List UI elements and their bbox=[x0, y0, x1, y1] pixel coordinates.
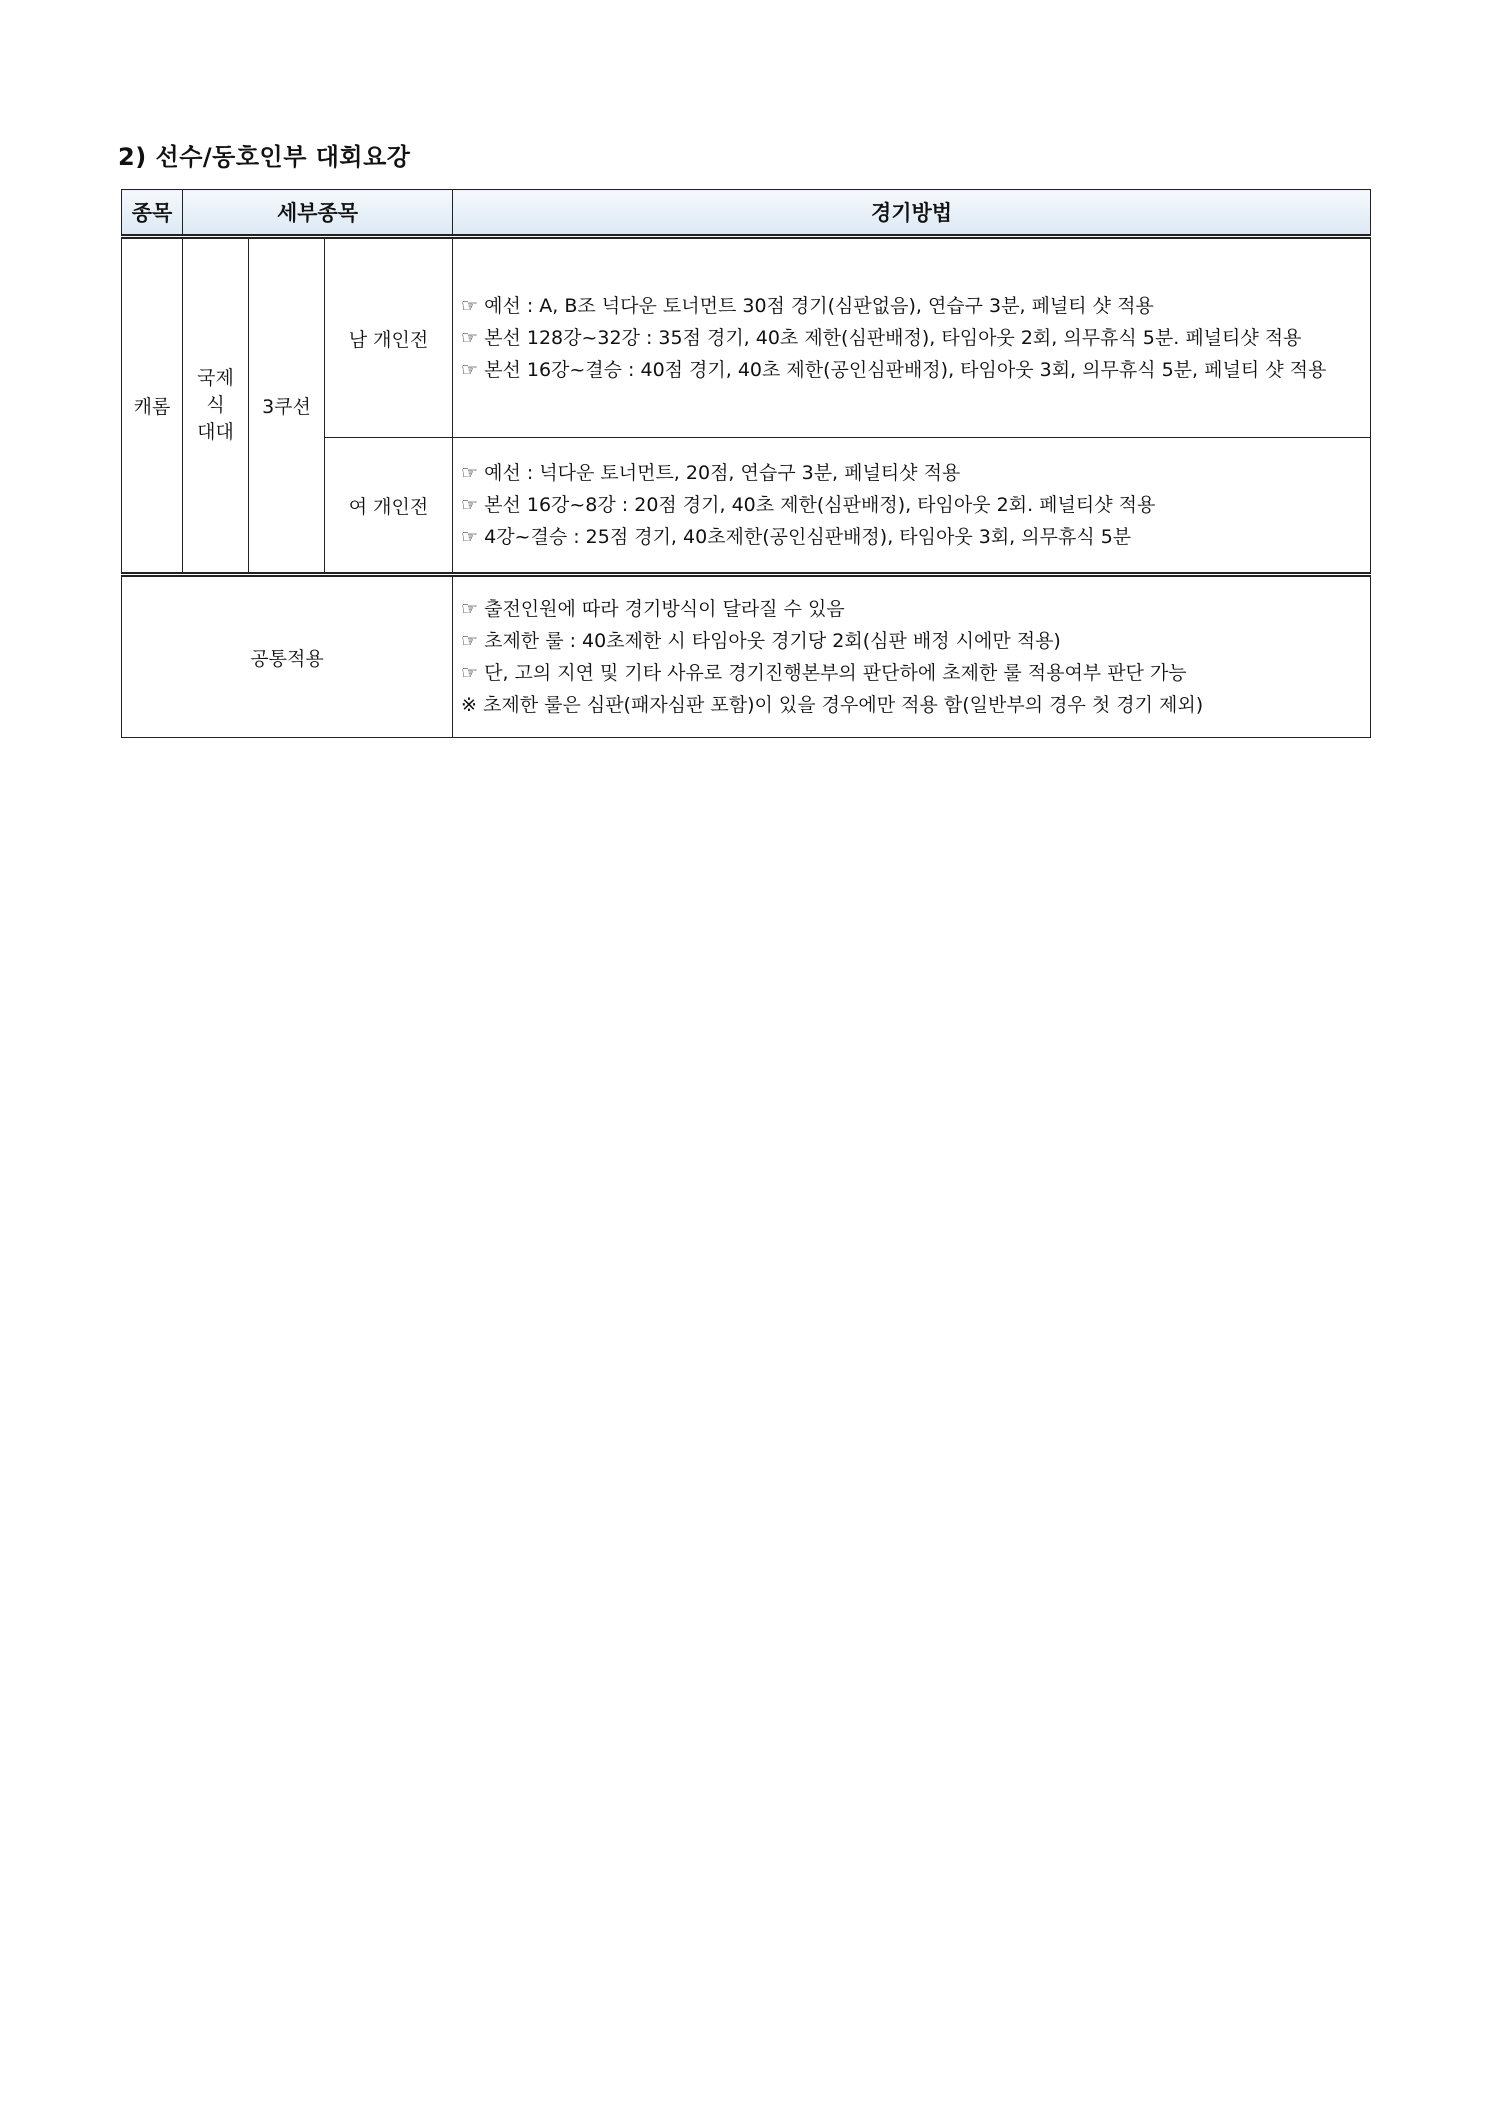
men-method-line: ☞ 본선 128강~32강 : 35점 경기, 40초 제한(심판배정), 타임아웃 2회, 의무휴식 5분. 페널티샷 적용 bbox=[461, 327, 1302, 349]
women-method bbox=[453, 438, 1371, 575]
men-method-line: ☞ 예선 : A, B조 넉다운 토너먼트 30점 경기(심판없음), 연습구 3분, 페널티 샷 적용 bbox=[461, 295, 1154, 317]
table-header-row bbox=[122, 190, 1371, 237]
common-method-line: ☞ 초제한 룰 : 40초제한 시 타임아웃 경기당 2회(심판 배정 시에만 적용) bbox=[461, 630, 1061, 652]
sub-event-game: 3쿠션 bbox=[249, 237, 325, 575]
women-method-line: ☞ 예선 : 넉다운 토너먼트, 20점, 연습구 3분, 페널티샷 적용 bbox=[461, 462, 961, 484]
men-method-line: ☞ 본선 16강~결승 : 40점 경기, 40초 제한(공인심판배정), 타임아웃 3회, 의무휴식 5분, 페널티 샷 적용 bbox=[461, 359, 1327, 381]
header-sub-event: 세부종목 bbox=[183, 190, 453, 237]
sub-event-type: 국제 식 대대 bbox=[183, 237, 249, 575]
common-method bbox=[453, 575, 1371, 738]
men-method bbox=[453, 237, 1371, 438]
women-method-line: ☞ 4강~결승 : 25점 경기, 40초제한(공인심판배정), 타임아웃 3회, 의무휴식 5분 bbox=[461, 526, 1132, 548]
header-method: 경기방법 bbox=[453, 190, 1371, 237]
header-event: 종목 bbox=[122, 190, 183, 237]
section-title: 2) 선수/동호인부 대회요강 bbox=[118, 143, 411, 171]
men-label: 남 개인전 bbox=[325, 237, 453, 438]
common-method-line: ☞ 출전인원에 따라 경기방식이 달라질 수 있음 bbox=[461, 598, 845, 620]
tournament-rules-table bbox=[121, 189, 1371, 738]
common-method-line: ※ 초제한 룰은 심판(패자심판 포함)이 있을 경우에만 적용 함(일반부의 경우 첫 경기 제외) bbox=[461, 694, 1204, 716]
women-method-line: ☞ 본선 16강~8강 : 20점 경기, 40초 제한(심판배정), 타임아웃 2회. 페널티샷 적용 bbox=[461, 494, 1156, 516]
women-label: 여 개인전 bbox=[325, 438, 453, 575]
common-method-line: ☞ 단, 고의 지연 및 기타 사유로 경기진행본부의 판단하에 초제한 룰 적용여부 판단 가능 bbox=[461, 662, 1187, 684]
common-row bbox=[122, 575, 1371, 738]
common-label: 공통적용 bbox=[122, 575, 453, 738]
men-row bbox=[122, 237, 1371, 438]
event-name: 캐롬 bbox=[122, 237, 183, 575]
